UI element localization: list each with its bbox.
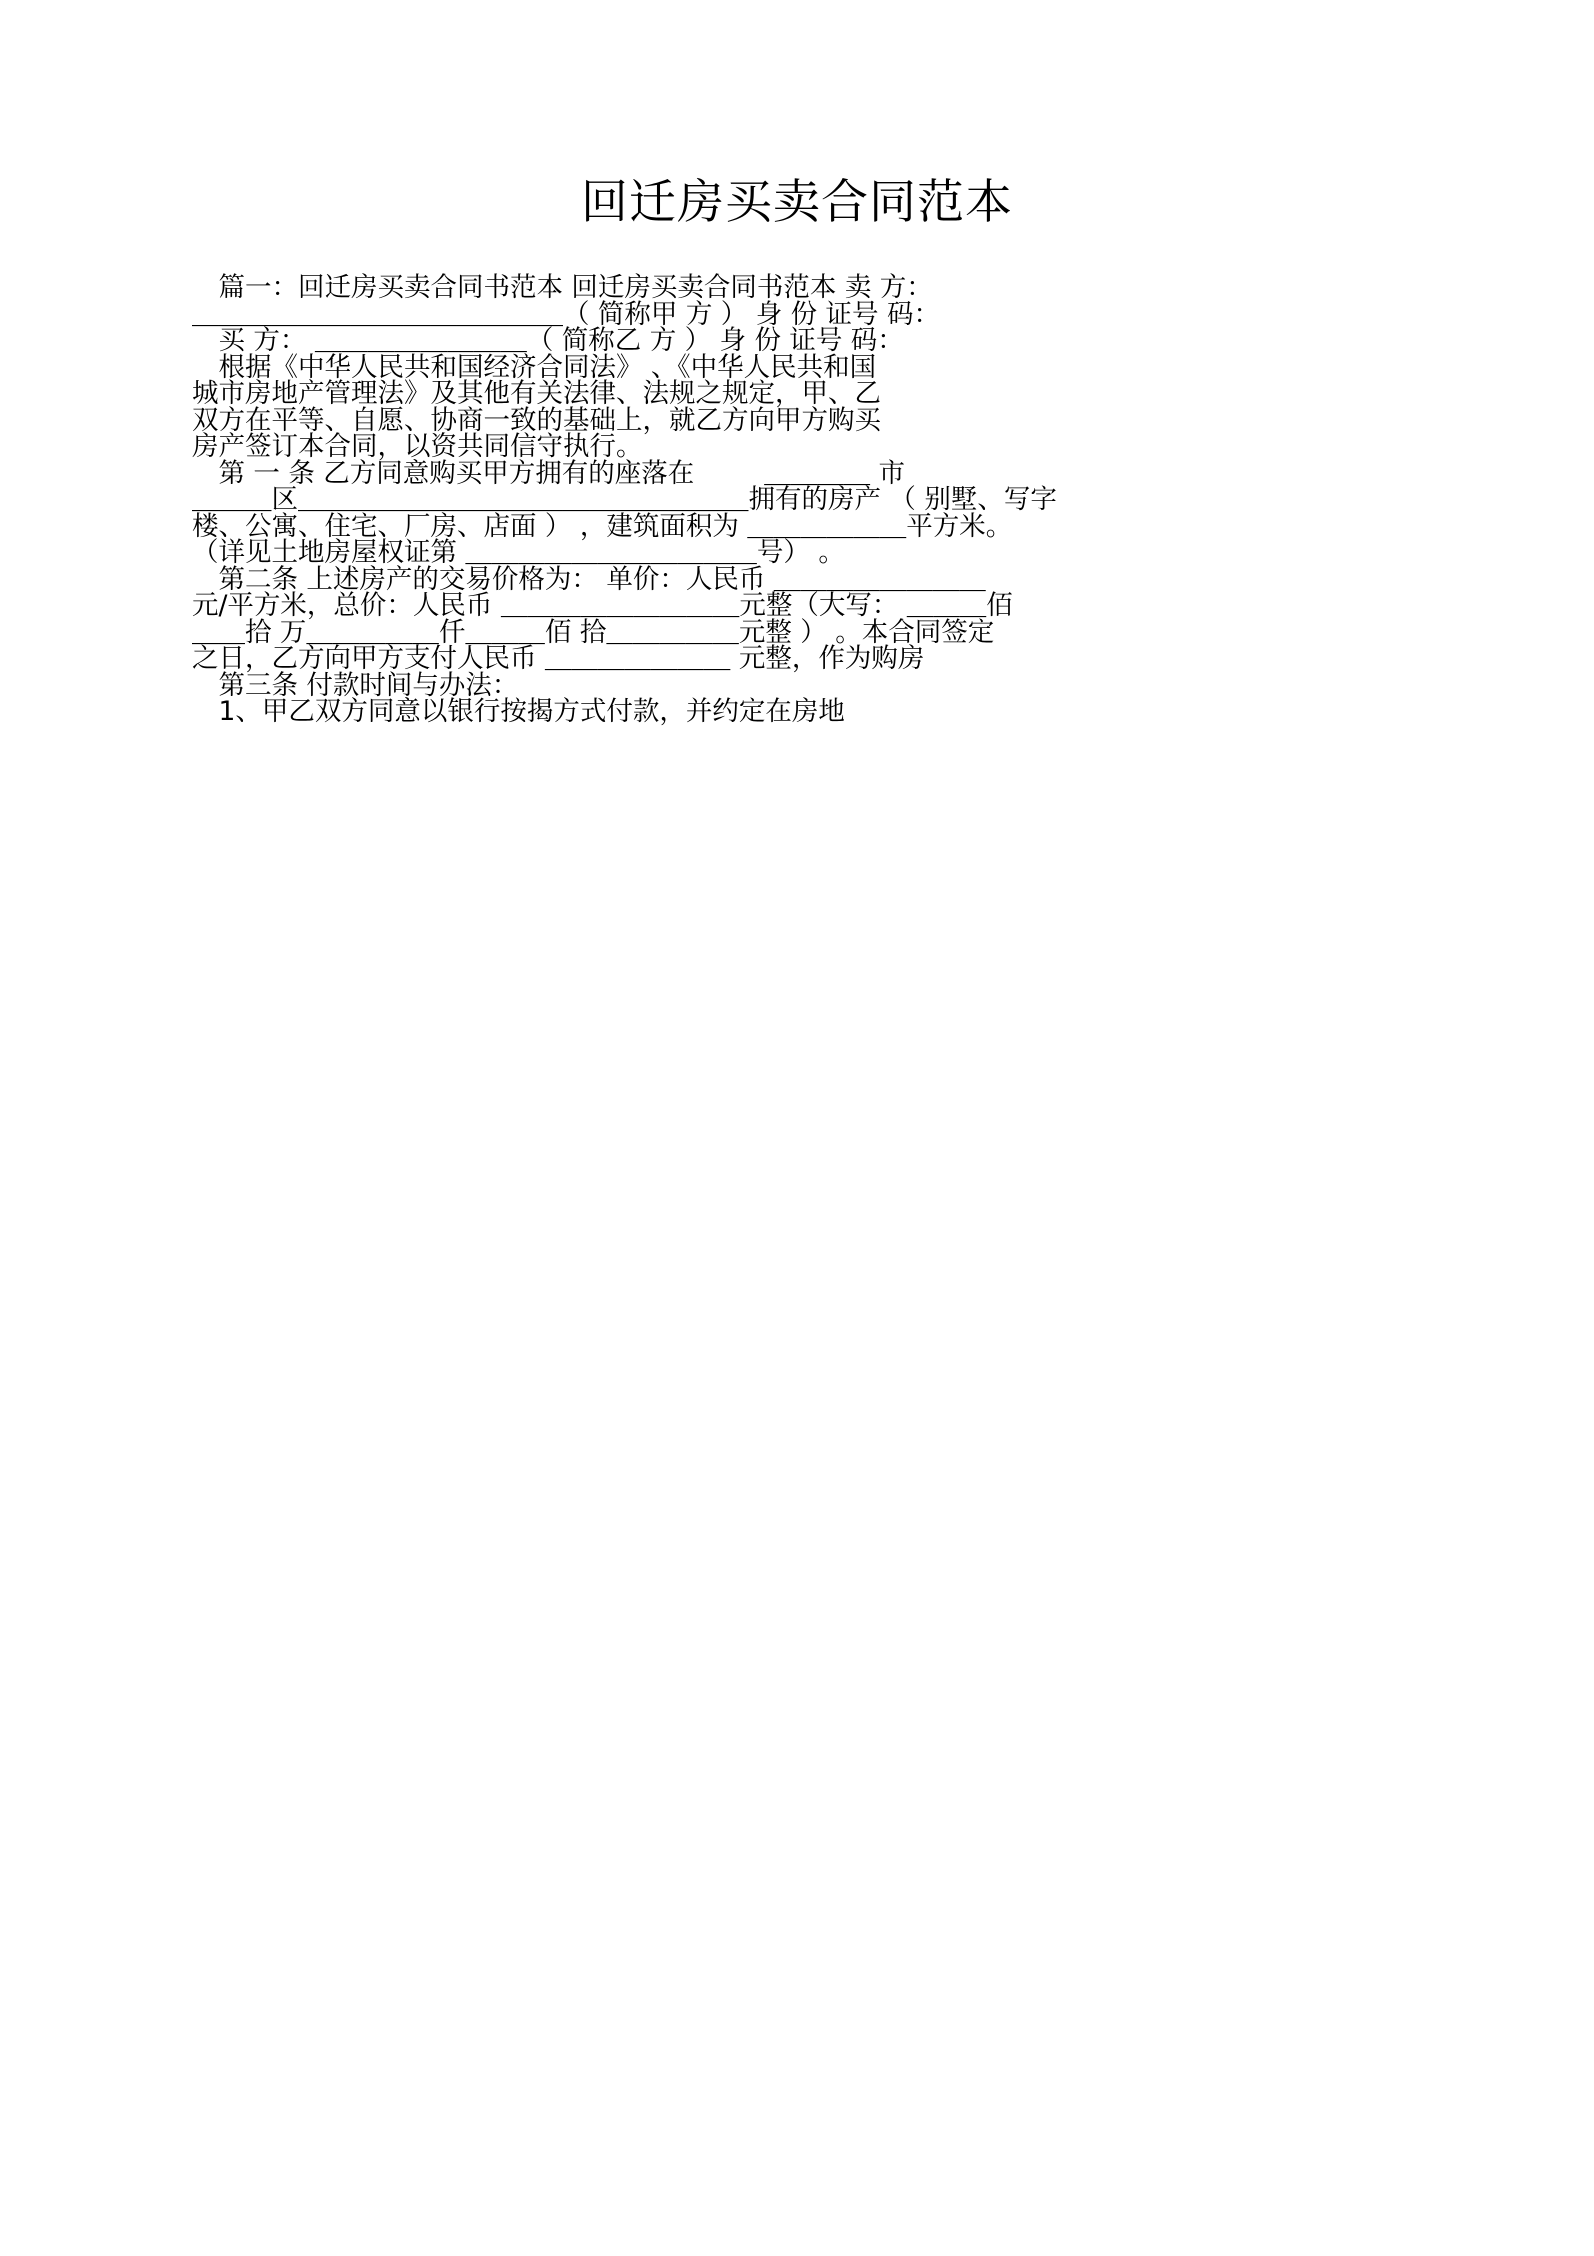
paragraph: ＿＿＿区＿＿＿＿＿＿＿＿＿＿＿＿＿＿＿＿＿拥有的房产 （ 别墅、写字 — [192, 484, 1057, 516]
paragraph: 元/平方米，总价：人民币 ＿＿＿＿＿＿＿＿＿元整（大写： ＿＿＿佰 — [192, 590, 1013, 622]
page-title: 回迁房买卖合同范本 — [581, 175, 1013, 230]
paragraph: 根据《中华人民共和国经济合同法》 、《中华人民共和国 — [192, 351, 877, 383]
paragraph: （详见土地房屋权证第 ＿＿＿＿＿＿＿＿＿＿＿号） 。 — [192, 537, 845, 569]
paragraph: ＿＿拾 万＿＿＿＿＿仟＿＿＿佰 拾＿＿＿＿＿元整 ） 。本合同签定 — [192, 616, 995, 648]
paragraph: 第二条 上述房产的交易价格为： 单价：人民币 ＿＿＿＿＿＿＿＿ — [192, 563, 986, 595]
paragraph: 之日，乙方向甲方支付人民币 ＿＿＿＿＿＿＿ 元整，作为购房 — [192, 643, 925, 675]
paragraph: 篇一：回迁房买卖合同书范本 回迁房买卖合同书范本 卖 方： — [192, 272, 933, 304]
paragraph: 第 一 条 乙方同意购买甲方拥有的座落在 ＿＿＿＿ 市 — [192, 457, 906, 489]
document-body — [0, 272, 1594, 728]
paragraph: 房产签订本合同，以资共同信守执行。 — [192, 431, 643, 463]
paragraph: 买 方： ＿＿＿＿＿＿＿＿（ 简称乙 方 ） 身 份 证号 码： — [192, 325, 904, 357]
paragraph: 双方在平等、自愿、协商一致的基础上，就乙方向甲方购买 — [192, 404, 881, 436]
paragraph: 第三条 付款时间与办法： — [192, 669, 519, 701]
paragraph: 楼、公寓、住宅、厂房、店面 ） ，建筑面积为 ＿＿＿＿＿＿平方米。 — [192, 510, 1013, 542]
paragraph: 1、甲乙双方同意以银行按揭方式付款，并约定在房地 — [192, 696, 845, 728]
paragraph: 城市房地产管理法》及其他有关法律、法规之规定，甲、乙 — [192, 378, 881, 410]
paragraph: ＿＿＿＿＿＿＿＿＿＿＿＿＿＿（ 简称甲 方 ） 身 份 证号 码： — [192, 298, 940, 330]
